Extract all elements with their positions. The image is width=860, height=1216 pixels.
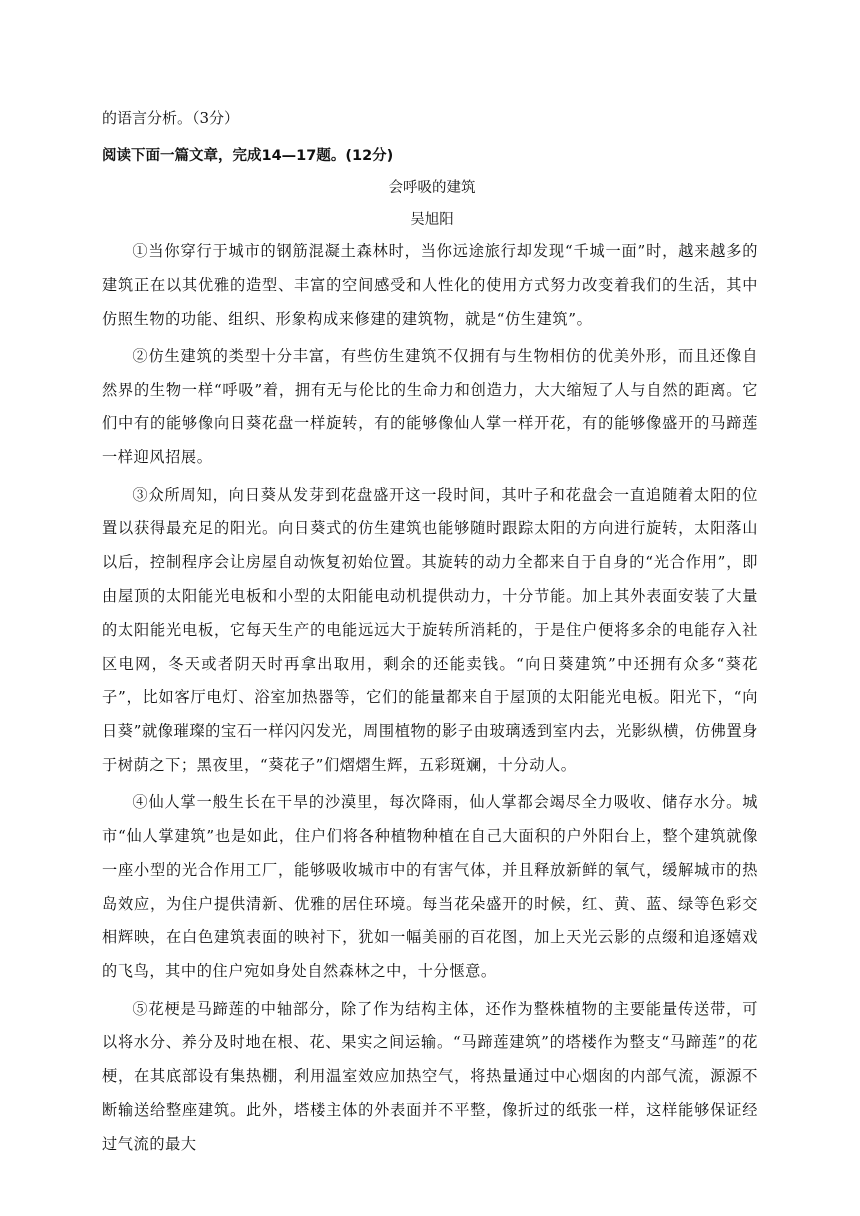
paragraph-1: ①当你穿行于城市的钢筋混凝土森林时，当你远途旅行却发现“千城一面”时，越来越多的建筑正在以其优雅的造型、丰富的空间感受和人性化的使用方式努力改变着我们的生活，其中仿照生物的功能、组织、形象构成来修建的建筑物，就是“仿生建筑”。 [102, 242, 758, 328]
paragraph-3: ③众所周知，向日葵从发芽到花盘盛开这一段时间，其叶子和花盘会一直追随着太阳的位置以获得最充足的阳光。向日葵式的仿生建筑也能够随时跟踪太阳的方向进行旋转，太阳落山以后，控制程序会让房屋自动恢复初始位置。其旋转的动力全都来自于自身的“光合作用”，即由屋顶的太阳能光电板和小型的太阳能电动机提供动力，十分节能。加上其外表面安装了大量的太阳能光电板，它每天生产的电能远远大于旋转所消耗的，于是住户便将多余的电能存入社区电网，冬天或者阴天时再拿出取用，剩余的还能卖钱。“向日葵建筑”中还拥有众多“葵花子”，比如客厅电灯、浴室加热器等，它们的能量都来自于屋顶的太阳能光电板。阳光下，“向日葵”就像璀璨的宝石一样闪闪发光，周围植物的影子由玻璃透到室内去，光影纵横，仿佛置身于树荫之下；黑夜里，“葵花子”们熠熠生辉，五彩斑斓，十分动人。 [102, 485, 758, 774]
previous-question-tail: 的语言分析。（3分） [102, 109, 240, 127]
article-title: 会呼吸的建筑 [388, 180, 476, 196]
paragraph-4: ④仙人掌一般生长在干旱的沙漠里，每次降雨，仙人掌都会竭尽全力吸收、储存水分。城市“仙人掌建筑”也是如此，住户们将各种植物种植在自己大面积的户外阳台上，整个建筑就像一座小型的光合作用工厂，能够吸收城市中的有害气体，并且释放新鲜的氧气，缓解城市的热岛效应，为住户提供清新、优雅的居住环境。每当花朵盛开的时候，红、黄、蓝、绿等色彩交相辉映，在白色建筑表面的映衬下，犹如一幅美丽的百花图，加上天光云影的点缀和追逐嬉戏的飞鸟，其中的住户宛如身处自然森林之中，十分惬意。 [102, 793, 758, 981]
paragraph-5: ⑤花梗是马蹄莲的中轴部分，除了作为结构主体，还作为整株植物的主要能量传送带，可以将水分、养分及时地在根、花、果实之间运输。“马蹄莲建筑”的塔楼作为整支“马蹄莲”的花梗，在其底部设有集热棚，利用温室效应加热空气，将热量通过中心烟囱的内部气流，源源不断输送给整座建筑。此外，塔楼主体的外表面并不平整，像折过的纸张一样，这样能够保证经过气流的最大 [102, 999, 758, 1153]
reading-instruction: 阅读下面一篇文章，完成14—17题。(12分) [102, 148, 394, 164]
paragraph-2: ②仿生建筑的类型十分丰富，有些仿生建筑不仅拥有与生物相仿的优美外形，而且还像自然界的生物一样“呼吸”着，拥有无与伦比的生命力和创造力，大大缩短了人与自然的距离。它们中有的能够像向日葵花盘一样旋转，有的能够像仙人掌一样开花，有的能够像盛开的马蹄莲一样迎风招展。 [102, 346, 758, 467]
article-body [102, 235, 758, 1165]
article-author: 吴旭阳 [410, 212, 454, 228]
